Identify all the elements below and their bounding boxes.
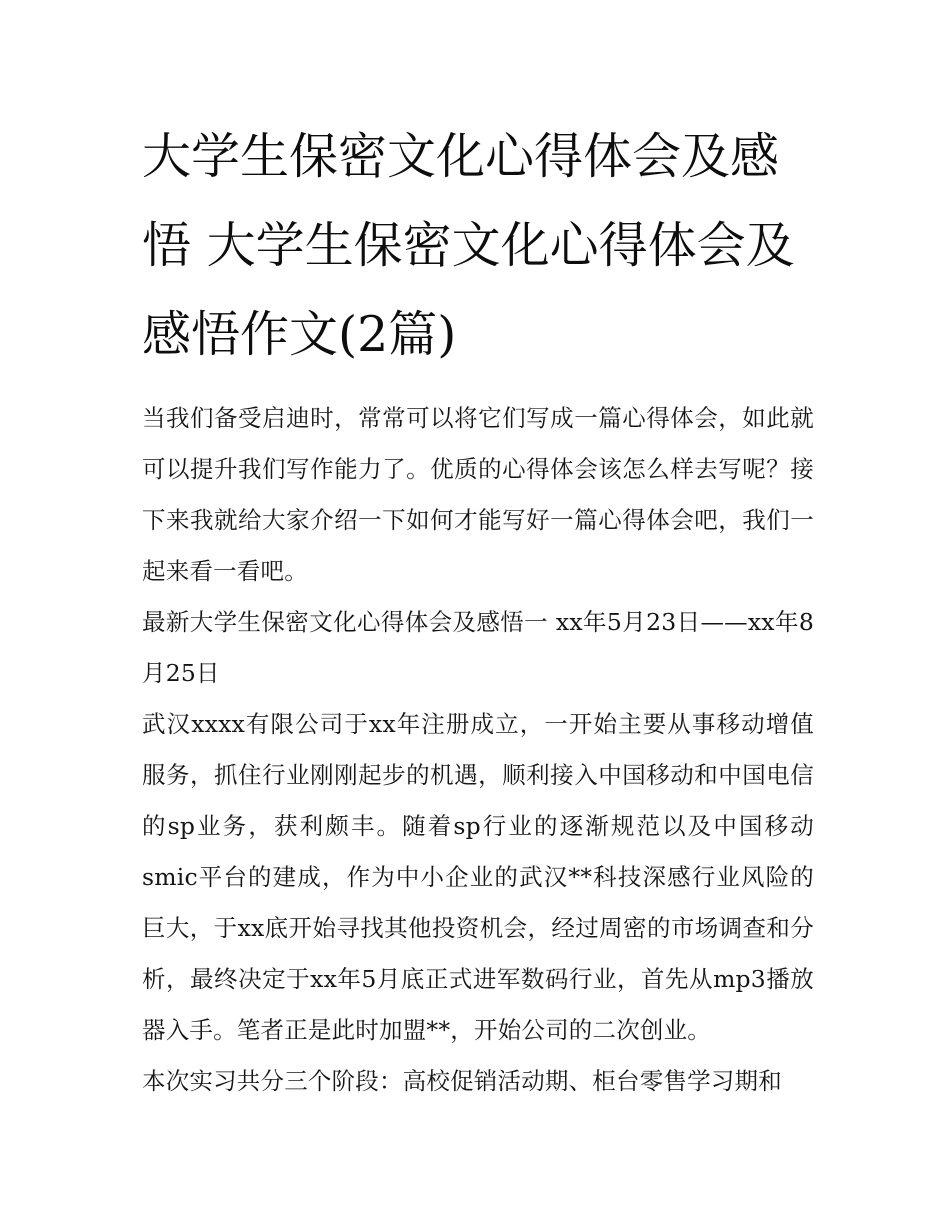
- document-body: [142, 112, 814, 1107]
- intro-paragraph: 当我们备受启迪时，常常可以将它们写成一篇心得体会，如此就可以提升我们写作能力了。优质的心得体会该怎么样去写呢？接下来我就给大家介绍一下如何才能写好一篇心得体会吧，我们一起来看一看吧。: [142, 404, 814, 585]
- internship-stages-paragraph: 本次实习共分三个阶段：高校促销活动期、柜台零售学习期和: [142, 1067, 782, 1095]
- company-background-paragraph: 武汉xxxx有限公司于xx年注册成立，一开始主要从事移动增值服务，抓住行业刚刚起步的机遇，顺利接入中国移动和中国电信的sp业务，获利颇丰。随着sp行业的逐渐规范以及中国移动smic平台的建成，作为中小企业的武汉**科技深感行业风险的巨大，于xx底开始寻找其他投资机会，经过周密的市场调查和分析，最终决定于xx年5月底正式进军数码行业，首先从mp3播放器入手。笔者正是此时加盟**，开始公司的二次创业。: [142, 710, 814, 1044]
- document-title: 大学生保密文化心得体会及感悟 大学生保密文化心得体会及感悟作文(2篇): [142, 128, 795, 363]
- internship-dates-paragraph: 最新大学生保密文化心得体会及感悟一 xx年5月23日——xx年8月25日: [142, 608, 814, 687]
